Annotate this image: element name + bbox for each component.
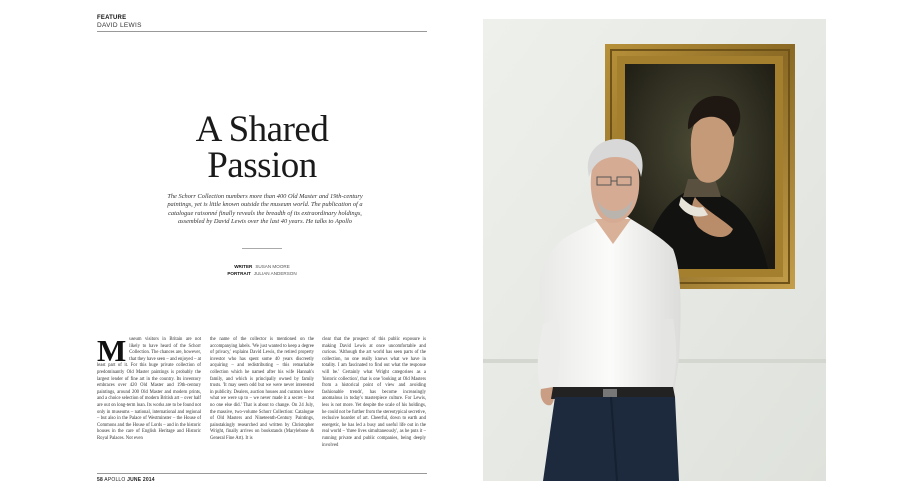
body-column-1	[97, 333, 201, 443]
credit-name: JULIAN ANDERSON	[253, 271, 297, 276]
standfirst: The Schorr Collection numbers more than 400 Old Master and 19th-century paintings, yet is little known outside the museum world. The publication of a catalogue raisonné finally reveals the breadth of its extraordinary holdings, assembled by David Lewis over the last 40 years. He talks to Apollo	[167, 193, 363, 225]
divider	[242, 248, 282, 249]
column-text: useum visitors in Britain are not likely to have heard of the Schorr Collection. The chances are, however, that they have seen – and enjoyed – at least part of it. For this huge private collection of predominantly Old Master paintings is probably the largest lender of fine art in the country. Its inventory embraces over 420 Old Master and 19th-century paintings, around 200 Old Master and modern prints, and a choice selection of modern British art – over half are out on long-term loan. Its works are to be found not only in museums – national, international and regional – but also in the Palace of Westminster – the House of Commons and the House of Lords – and in the historic houses in the care of English Heritage and Historic Royal Palaces. Not even	[97, 337, 201, 441]
credit-name: SUSAN MOORE	[255, 264, 290, 269]
portrait-illustration	[483, 19, 826, 481]
page-number: 58	[97, 477, 103, 483]
credits	[200, 263, 324, 277]
folio	[97, 477, 155, 483]
body-column-2: the name of the collector is mentioned on the accompanying labels. 'We just wanted to keep a degree of privacy,' explains David Lewis, the retired property investor who has spent some 40 years discreetly acquiring – and redistributing – this remarkable collection which he named after his wife Hannah's family, and which is principally owned by family trusts. 'It may seem odd but we were never interested in publicity. Dealers, auction houses and curators knew what we were up to – we never made it a secret – but no one else did.' That is about to change. On 24 July, the massive, two-volume Schorr Collection: Catalogue of Old Masters and Nineteenth-Century Paintings, painstakingly researched and written by Christopher Wright, finally arrives on bookstands (Marylebone & General Fine Art). It is	[210, 337, 314, 441]
title-line-2: Passion	[207, 145, 317, 186]
credit-role: PORTRAIT	[227, 271, 251, 276]
portrait-photo	[483, 19, 826, 481]
body-column-3: clear that the prospect of this public exposure is making David Lewis at once uncomfortable and curious. 'Although the art world has seen parts of the collection, no one really knows what we have in totality. I am fascinated to find out what the response will be.' Certainly what Wright categorises as a 'historic collection', that is one 'looking at Old Masters from a historical point of view and avoiding fashionable trends', has become increasingly anomalous in today's masterpiece culture. For Lewis, less is not more. Yet despite the scale of his holdings, he could not be further from the stereotypical secretive, reclusive hoarder of art. Cheerful, down to earth and energetic, he has led a busy and useful life out in the real world – 'three lives simultaneously', as he puts it – running private and public companies, being deeply involved	[322, 337, 426, 448]
drop-cap: M	[97, 333, 127, 368]
credit-portrait	[200, 270, 324, 277]
credit-writer	[200, 263, 324, 270]
left-page	[0, 0, 456, 500]
credit-role: WRITER	[234, 264, 253, 269]
subsection-label: DAVID LEWIS	[97, 22, 142, 29]
magazine-name: APOLLO	[104, 477, 126, 483]
section-label: FEATURE	[97, 15, 127, 21]
title-line-1: A Shared	[195, 109, 329, 150]
bottom-rule	[97, 473, 427, 474]
issue-date: JUNE 2014	[127, 477, 155, 483]
article-title	[97, 109, 427, 186]
top-rule	[97, 31, 427, 32]
